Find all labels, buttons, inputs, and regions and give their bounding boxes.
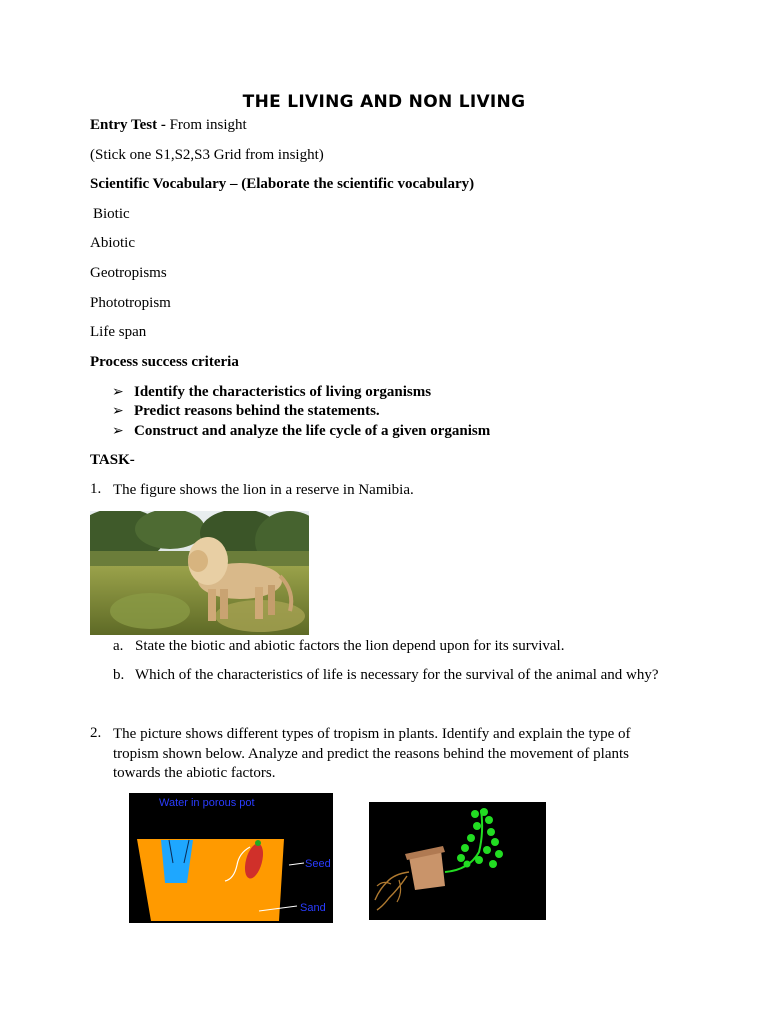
vocab-item-life-span: Life span [90, 324, 147, 340]
arrow-bullet-icon: ➢ [112, 403, 124, 419]
sand-label: Sand [300, 902, 326, 914]
entry-test-text: From insight [169, 117, 247, 133]
vocab-item-abiotic: Abiotic [90, 235, 135, 251]
question-text: The picture shows different types of tropism in plants. Identify and explain the type of tropism shown below. Analyze and predict the reasons behind the movement of plants towards the abiotic factors. [113, 726, 631, 781]
task-heading: TASK- [90, 452, 135, 468]
criteria-item: ➢ Identify the characteristics of living organisms [112, 384, 432, 400]
vocab-item-geotropisms: Geotropisms [90, 265, 167, 281]
question-1-part-a: a. State the biotic and abiotic factors the lion depend upon for its survival. [113, 638, 565, 654]
arrow-bullet-icon: ➢ [112, 384, 124, 400]
vocabulary-heading: Scientific Vocabulary – (Elaborate the scientific vocabulary) [90, 176, 475, 192]
tipped-pot-plant-diagram [369, 802, 546, 920]
arrow-bullet-icon: ➢ [112, 423, 124, 439]
question-number: 1. [90, 481, 102, 497]
stick-instruction: (Stick one S1,S2,S3 Grid from insight) [90, 147, 324, 163]
question-number: 2. [90, 725, 102, 741]
criteria-item: ➢ Predict reasons behind the statements. [112, 403, 380, 419]
water-porous-pot-label: Water in porous pot [159, 797, 255, 809]
entry-test-line [90, 117, 247, 134]
hydrotropism-diagram [129, 793, 333, 923]
seed-label: Seed [305, 858, 331, 870]
question-1-part-b: b. Which of the characteristics of life is necessary for the survival of the animal and why? [113, 667, 659, 683]
entry-test-label: Entry Test - [90, 117, 170, 133]
lion-photo [90, 511, 309, 635]
criteria-heading: Process success criteria [90, 354, 239, 370]
vocab-item-biotic: Biotic [93, 206, 130, 222]
page-title: THE LIVING AND NON LIVING [242, 92, 526, 112]
question-text: The figure shows the lion in a reserve in Namibia. [113, 482, 414, 498]
vocab-item-phototropism: Phototropism [90, 295, 171, 311]
criteria-item: ➢ Construct and analyze the life cycle of a given organism [112, 423, 491, 439]
